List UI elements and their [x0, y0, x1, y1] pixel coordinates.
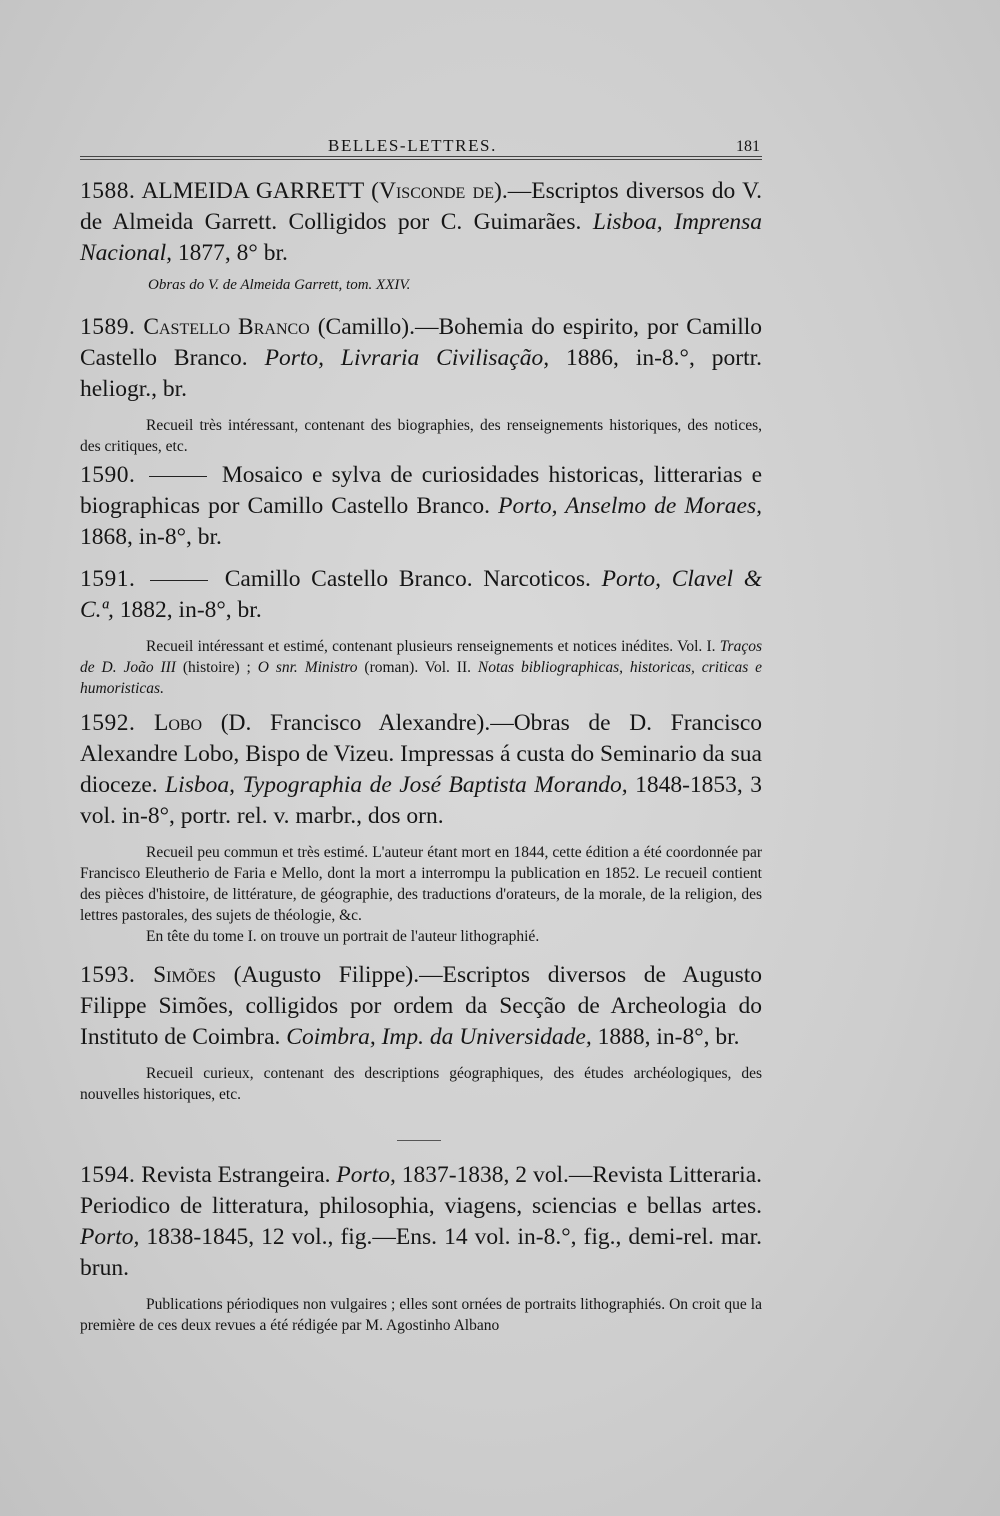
entry-format: 1882, in-8°, br. [119, 597, 262, 623]
entry-imprint: Lisboa, Imprensa Nacional, [80, 209, 763, 266]
note-text: (histoire) ; [182, 659, 251, 676]
entry-imprint-2: Porto, [80, 1224, 140, 1250]
entry-author: Simões [153, 962, 216, 988]
note-title: Notas bibliographicas, historicas, criticas e humoristicas. [80, 659, 763, 697]
entry-note: Recueil curieux, contenant des descriptions géographiques, des études archéologiques, des nouvelles historiques, etc. [80, 1065, 762, 1103]
note-title: Traços de D. João III [80, 638, 762, 676]
entry-format: 1868, in-8°, br. [80, 524, 222, 550]
entry-text: Camillo Castello Branco. Narcoticos. [224, 566, 591, 592]
entry-text: —Obras de D. Francisco Alexandre Lobo, Bispo de Vizeu. Impressas á custa do Seminario da sua dioceze. [80, 710, 762, 798]
entry-imprint: Porto, [336, 1162, 396, 1188]
entry-1593 [80, 960, 762, 1105]
header-rule [80, 156, 762, 160]
page-header [80, 128, 762, 162]
entry-author-end: ). [494, 178, 508, 204]
entry-format: 1838-1845, 12 vol., fig.—Ens. 14 vol. in-8.°, fig., demi-rel. mar. brun. [80, 1224, 762, 1281]
entry-format: 1877, 8° br. [177, 240, 288, 266]
section-divider [397, 1140, 441, 1141]
entry-1594 [80, 1160, 762, 1336]
entry-imprint: Lisboa, Typographia de José Baptista Morando, [165, 772, 628, 798]
entry-note: Recueil peu commun et très estimé. L'auteur étant mort en 1844, cette édition a été coordonnée par Francisco Eleutherio de Faria e Mello, dont la mort a interrompu la publication en 1852. Le recueil contient des pièces d'histoire, de littérature, de géographie, des traductions d'orateurs, de la morale, de la religion, des lettres pastorales, des sujets de théologie, &c. [80, 844, 762, 924]
entry-number: 1591. [80, 566, 136, 592]
entry-format: 1888, in-8°, br. [597, 1024, 740, 1050]
entry-number: 1593. [80, 962, 136, 988]
ditto-dash [149, 476, 207, 477]
entry-author-rest: (Camillo). [317, 314, 415, 340]
entry-note-2: En tête du tome I. on trouve un portrait de l'auteur lithographié. [146, 928, 540, 945]
entry-number: 1589. [80, 314, 136, 340]
entry-number: 1588. [80, 178, 136, 204]
entry-text: Revista Estrangeira. [141, 1162, 331, 1188]
entry-number: 1594. [80, 1162, 136, 1188]
entry-author: ALMEIDA GARRETT ( [141, 178, 379, 204]
entry-note: Publications périodiques non vulgaires ; elles sont ornées de portraits lithographiés. On croit que la première de ces deux revues a été rédigée par M. Agostinho Albano [80, 1296, 762, 1334]
entry-imprint: Porto, Anselmo de Moraes, [498, 493, 763, 519]
entry-text: —Escriptos diversos de Augusto Filippe Simões, colligidos por ordem da Secção de Archeologia do Instituto de Coimbra. [80, 962, 763, 1050]
ditto-dash [150, 580, 208, 581]
entry-1589 [80, 312, 762, 457]
entry-imprint: Porto, Clavel & C.ª, [80, 566, 763, 623]
entry-text: —Escriptos diversos do V. de Almeida Garrett. Colligidos por C. Guimarães. [80, 178, 762, 235]
entry-note: Obras do V. de Almeida Garrett, tom. XXIV. [148, 277, 411, 293]
entry-text: Mosaico e sylva de curiosidades historicas, litterarias e biographicas por Camillo Castello Branco. [80, 462, 763, 519]
entry-imprint: Porto, Livraria Civilisação, [264, 345, 550, 371]
entry-number: 1590. [80, 462, 136, 488]
entry-1592 [80, 708, 762, 947]
entry-text: —Bohemia do espirito, por Camillo Castello Branco. [80, 314, 763, 371]
entry-number: 1592. [80, 710, 136, 736]
entry-author-title: Visconde de [379, 178, 495, 204]
entry-note: Recueil très intéressant, contenant des biographies, des renseignements historiques, des notices, des critiques, etc. [80, 417, 762, 455]
entry-1590 [80, 460, 762, 553]
entry-1588 [80, 176, 762, 294]
entry-imprint: Coimbra, Imp. da Universidade, [286, 1024, 592, 1050]
entry-1591 [80, 564, 762, 699]
note-text: (roman). Vol. II. [364, 659, 472, 676]
entry-format: 1848-1853, 3 vol. in-8°, portr. rel. v. marbr., dos orn. [80, 772, 763, 829]
entry-note [80, 636, 762, 699]
note-text: Recueil intéressant et estimé, contenant plusieurs renseignements et notices inédites. Vol. I. [146, 638, 716, 655]
running-title: BELLES-LETTRES. [328, 136, 497, 155]
entry-author: Castello Branco [143, 314, 310, 340]
entry-format: 1886, in-8.°, portr. heliogr., br. [80, 345, 762, 402]
note-title: O snr. Ministro [257, 659, 358, 676]
page-number: 181 [736, 138, 760, 155]
entry-author-rest: (D. Francisco Alexandre). [220, 710, 491, 736]
entry-text-2: 1837-1838, 2 vol.—Revista Litteraria. Periodico de litteratura, philosophia, viagens, sciencias e bellas artes. [80, 1162, 763, 1219]
entry-author: Lobo [153, 710, 203, 736]
entry-author-rest: (Augusto Filippe). [233, 962, 420, 988]
